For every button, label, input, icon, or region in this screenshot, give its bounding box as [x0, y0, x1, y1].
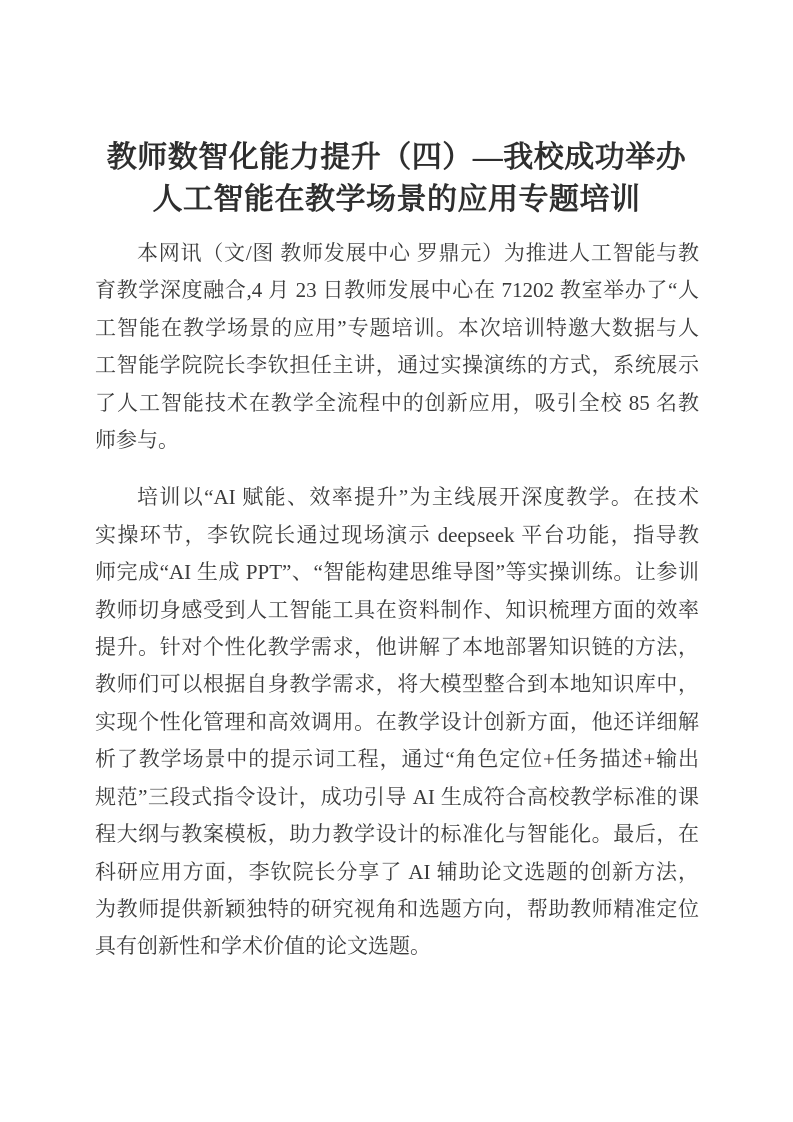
text-line: 师参与。 — [95, 428, 179, 453]
article-body — [95, 235, 699, 986]
text-line: 了人工智能技术在教学全流程中的创新应用，吸引全校 85 名教 — [95, 390, 699, 415]
text-line: 本网讯（文/图 教师发展中心 罗鼎元）为推进人工智能与教 — [137, 241, 699, 265]
title-line: 教师数智化能力提升（四）—我校成功举办 — [106, 141, 687, 174]
text-line: 师完成“AI 生成 PPT”、“智能构建思维导图”等实操训练。让参训 — [95, 560, 699, 585]
text-line: 培训以“AI 赋能、效率提升”为主线展开深度教学。在技术 — [137, 485, 699, 510]
paragraph — [95, 235, 699, 459]
paragraph — [95, 479, 699, 965]
text-line: 规范”三段式指令设计，成功引导 AI 生成符合高校教学标准的课 — [95, 784, 699, 809]
text-line: 工智能学院院长李钦担任主讲，通过实操演练的方式，系统展示 — [95, 353, 699, 378]
text-line: 科研应用方面，李钦院长分享了 AI 辅助论文选题的创新方法， — [95, 859, 699, 884]
text-line: 具有创新性和学术价值的论文选题。 — [95, 934, 431, 959]
text-line: 析了教学场景中的提示词工程，通过“角色定位+任务描述+输出 — [95, 747, 699, 772]
text-line: 教师切身感受到人工智能工具在资料制作、知识梳理方面的效率 — [95, 597, 699, 622]
text-line: 程大纲与教案模板，助力教学设计的标准化与智能化。最后，在 — [95, 822, 699, 847]
text-line: 育教学深度融合,4 月 23 日教师发展中心在 71202 教室举办了“人 — [95, 278, 699, 303]
text-line: 教师们可以根据自身教学需求，将大模型整合到本地知识库中， — [95, 672, 699, 697]
text-line: 实现个性化管理和高效调用。在教学设计创新方面，他还详细解 — [95, 709, 699, 734]
text-line: 实操环节，李钦院长通过现场演示 deepseek 平台功能，指导教 — [95, 522, 699, 547]
text-line: 工智能在教学场景的应用”专题培训。本次培训特邀大数据与人 — [95, 315, 699, 340]
text-line: 为教师提供新颖独特的研究视角和选题方向，帮助教师精准定位 — [95, 896, 699, 921]
text-line: 提升。针对个性化教学需求，他讲解了本地部署知识链的方法， — [95, 635, 699, 660]
document-title — [0, 137, 793, 221]
title-line: 人工智能在教学场景的应用专题培训 — [152, 183, 641, 216]
